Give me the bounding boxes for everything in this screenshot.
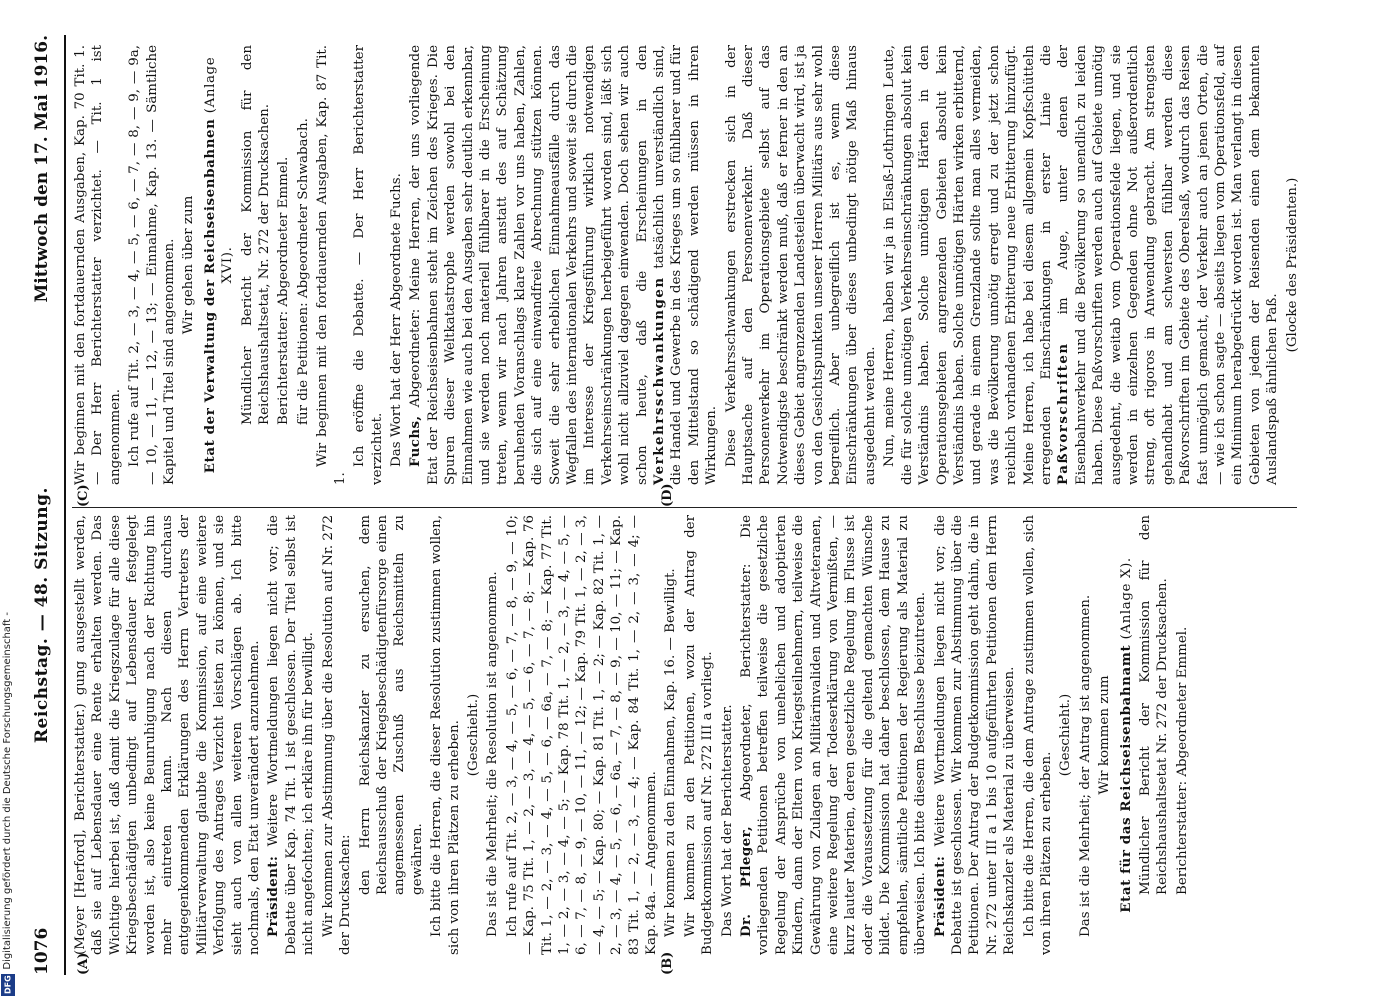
paragraph: (Meyer [Herford], Berichterstatter.) gung ausgestellt werden, daß sie auf Lebensdauer eine Rente erhalten werden. Das Wichtige hierbei ist, daß damit die Kriegszulage für alle diese Kriegsbeschädigten unbedingt auf Lebensdauer festgelegt worden ist, also keine Beunruhigung nach der Richtung hin mehr eintreten kann. Nach diesen durchaus entgegenkommenden Erklärungen des Herrn Vertreters der Militärverwaltung glaubte die Kommission, auf eine weitere Verfolgung des Antrages Verzicht leisten zu können, und sie sieht auch von allen weiteren Vorschlägen ab. Ich bitte nochmals, den Etat unverändert anzunehmen. xyxy=(73,515,263,955)
paragraph: Wir beginnen mit den fortdauernden Ausgaben, Kap. 70 Tit. 1. — Der Herr Berichterstatter verzichtet. — Tit. 1 ist angenommen. xyxy=(73,45,123,485)
speaker-name: Präsident: xyxy=(931,855,948,937)
paragraph-text: Weitere Wortmeldungen liegen nicht vor; die Debatte ist geschlossen. Wir kommen zur Abstimmung über die Petitionen. Der Antrag der Budgetkommission geht dahin, die in Nr. 272 unter III a 1 bis 10 aufgeführten Petitionen dem Herrn Reichskanzler als Material zu überweisen. xyxy=(932,515,1018,955)
paragraph: Wir kommen zum xyxy=(1097,675,1113,795)
paragraph: Wir kommen zur Abstimmung über die Resolution auf Nr. 272 der Drucksachen: xyxy=(320,515,354,955)
paragraph-text: Abgeordneter: Meine Herren, der uns vorliegende Etat der Reichseisenbahnen steht im Zeichen des Krieges. Die Spuren dieser Weltkatastrophe werden sowohl bei den Einnahmen wie auch bei den Ausgaben sehr deutlich erkennbar, und sie werden noch materiell fühlbarer in die Erscheinung treten, wenn wir nach Jahren anstatt des auf Schätzung beruhenden Voranschlags klare Zahlen vor uns haben, Zahlen, die sich auf eine einwandfreie Abrechnung stützen können. Soweit die sehr erheblichen Einnahmeausfälle durch das Wegfallen des internationalen Verkehrs und soweit sie durch die im Interesse der Kriegsführung wirklich notwendigen Verkehrseinschränkungen herbeigeführt worden sind, läßt sich wohl nicht allzuviel dagegen einwenden. Doch sehen wir auch schon heute, daß die Erscheinungen in den xyxy=(408,45,650,485)
speaker-name: Dr. Pfleger, xyxy=(738,825,755,937)
stage-direction: (Glocke des Präsidenten.) xyxy=(1284,177,1300,353)
right-column xyxy=(72,45,1303,485)
running-head xyxy=(32,35,60,975)
report-line: Berichterstatter: Abgeordneter Emmel. xyxy=(276,156,292,425)
margin-letter-d: (D) xyxy=(660,483,675,507)
paragraph: Wir gehen über zum xyxy=(181,195,197,335)
stage-direction: (Geschieht.) xyxy=(465,693,481,777)
header-rule xyxy=(64,35,66,975)
paragraph xyxy=(738,515,929,955)
paragraph xyxy=(881,45,1281,485)
section-heading-note: (Anlage XVI). xyxy=(202,56,236,284)
paragraph xyxy=(407,45,720,485)
margin-letter-a: (A) xyxy=(76,952,91,975)
report-line: Berichterstatter: Abgeordneter Emmel. xyxy=(1174,626,1190,895)
paragraph: Wir kommen zu den Petitionen, wozu der Antrag der Budgetkommission auf Nr. 272 III a vorliegt. xyxy=(682,515,716,955)
paragraph: Ich bitte die Herren, die dieser Resolution zustimmen wollen, sich von ihren Plätzen zu erheben. xyxy=(429,515,462,955)
paragraph xyxy=(932,515,1019,955)
column-divider xyxy=(72,507,1297,508)
paragraph: Ich rufe auf Tit. 2, — 3, — 4, — 5, — 6, — 7, — 8, — 9, — 10; — Kap. 75 Tit. 1, — 2, — 3, — 4, — 5, — 6, — 7, — 8; — Kap. 76 Tit. 1, — 2, — 3, — 4, — 5, — 6, — 6a, — 7, — 8; — Kap. 77 Tit. 1, — 2, — 3, — 4, — 5; — Kap. 78 Tit. 1, — 2, — 3, — 4, — 5, — 6, — 7, — 8, — 9, — 10, — 11, — 12; — Kap. 79 Tit. 1, — 2, — 3, — 4, — 5; — Kap. 80; — Kap. 81 Tit. 1, — 2; — Kap. 82 Tit. 1, — 2, — 3, — 4, — 5, — 6, — 6a, — 7, — 8, — 9, — 10, — 11; — Kap. 83 Tit. 1, — 2, — 3, — 4; — Kap. 84 Tit. 1, — 2, — 3, — 4; — Kap. 84a. — Angenommen. xyxy=(504,515,659,955)
speaker-name: Fuchs, xyxy=(407,415,424,467)
running-date: Mittwoch den 17. Mai 1916. xyxy=(32,35,52,303)
margin-letter-c: (C) xyxy=(76,484,91,507)
margin-letter-b: (B) xyxy=(660,951,675,975)
paragraph xyxy=(265,515,317,955)
running-title: Reichstag. — 48. Sitzung. xyxy=(32,487,52,744)
paragraph-text: Abgeordneter, Berichterstatter: Die vorliegenden Petitionen betreffen teilweise die gesetzliche Regelung der Ansprüche von unehelichen und adoptierten Kindern, dann der Eltern von Kriegsteilnehmern, teilweise die Gewährung von Zulagen an Militärinvaliden und Altveteranen, eine weitere Regelung der Todeserklärung von Vermißten, — kurz lauter Materien, deren gesetzliche Regelung im Flusse ist oder die Voraussetzung für die geltend gemachten Wünsche bildet. Die Kommission hat daher beschlossen, dem Hause zu empfehlen, sämtliche Petitionen der Regierung als Material zu überweisen. Ich bitte diesem Beschlusse beizutreten. xyxy=(739,515,929,955)
document-page xyxy=(20,35,1310,975)
emphasized-term: Verkehrsschwankungen xyxy=(651,276,667,485)
paragraph: Ich eröffne die Debatte. — Der Herr Berichterstatter verzichtet. xyxy=(352,45,385,485)
paragraph-text: Nun, meine Herren, haben wir ja in Elsaß-Lothringen Leute, die für solche unnötigen Verkehrseinschränkungen absolut kein Verständnis haben. Solche unnötigen Härten in den Operationsgebieten angrenzenden Gebieten absolut kein Verständnis haben. Solche unnötigen Härten wirken erbitternd, und gerade in einem Grenzlande sollte man alles vermeiden, was die Bevölkerung unnötig erregt und zu der jetzt schon reichlich vorhandenen Erbitterung neue Erbitterung hinzufügt. Meine Herren, ich habe bei diesem allgemein Kopfschütteln erregenden Einschränkungen in erster Linie die xyxy=(882,45,1054,485)
section-heading xyxy=(202,45,237,485)
paragraph-text: im Auge, unter denen der Eisenbahnverkehr und die Bevölkerung so unendlich zu leiden haben. Diese Paßvorschriften werden auch auf Gebiete unnötig ausgedehnt, die weitab vom Operationsfelde liegen, und sie werden in einzelnen Gegenden ohne Not außerordentlich streng, oft rigoros in Anwendung gebracht. Am strengsten gehandhabt und am schwersten fühlbar werden diese Paßvorschriften im Gebiete des Oberelsaß, wodurch das Reisen fast unmöglich gemacht, der Verkehr auch an jenen Orten, die — wie ich schon sagte — abseits liegen vom Operationsfeld, auf ein Minimum herabgedrückt worden ist. Man verlangt in diesen Gebieten von jedem der Reisenden einen dem bekannten Auslandspaß ähnlichen Paß. xyxy=(1056,45,1281,485)
digitization-credit-strip xyxy=(0,0,20,1000)
paragraph-text: tatsächlich unverständlich sind, die Handel und Gewerbe in des Krieges um so fühlbarer und für den Mittelstand so schädigend werden müssen in ihren Wirkungen. xyxy=(652,45,720,485)
section-heading xyxy=(1118,515,1135,955)
dfg-logo: DFG xyxy=(1,974,15,996)
report-line: für die Petitionen: Abgeordneter Schwabach. xyxy=(295,118,311,425)
speaker-name: Präsident: xyxy=(265,855,282,937)
left-column xyxy=(72,515,1193,955)
page-number: 1076 xyxy=(32,927,52,975)
paragraph: Das Wort hat der Herr Abgeordnete Fuchs. xyxy=(388,173,404,467)
paragraph: Wir beginnen mit den fortdauernden Ausgaben, Kap. 87 Tit. 1. xyxy=(315,45,348,485)
paragraph: Das Wort hat der Berichterstatter. xyxy=(719,704,735,937)
paragraph: Ich bitte die Herren, die dem Antrage zustimmen wollen, sich von ihren Plätzen zu erheben. xyxy=(1021,515,1054,955)
report-line: Mündlicher Bericht der Kommission für den Reichshaushaltsetat, Nr. 272 der Drucksachen. xyxy=(239,45,273,425)
report-line: Mündlicher Bericht der Kommission für den Reichshaushaltsetat Nr. 272 der Drucksachen. xyxy=(1137,515,1171,895)
section-heading-text: Etat der Verwaltung der Reichseisenbahnen xyxy=(201,118,218,474)
paragraph: Das ist die Mehrheit; die Resolution ist angenommen. xyxy=(485,571,501,937)
paragraph: Diese Verkehrsschwankungen erstrecken sich in der Hauptsache auf den Personenverkehr. Daß dieser Personenverkehr im Operationsgebiete selbst auf das Notwendigste beschränkt werden muß, daß er ferner in den an dieses Gebiet angrenzenden Landesteilen überwacht wird, ist ja von den Gesichtspunkten unserer Herren Militärs aus sehr wohl begreiflich. Aber unbegreiflich ist es, wenn diese Einschränkungen über dieses unbedingt nötige Maß hinaus ausgedehnt werden. xyxy=(723,45,878,485)
rotated-page-frame xyxy=(20,30,1310,1000)
resolution-text: den Herrn Reichskanzler zu ersuchen, dem Reichsausschuß der Kriegsbeschädigtenfürsorge einen angemessenen Zuschuß aus Reichsmitteln zu gewähren. xyxy=(357,515,425,895)
emphasized-term: Paßvorschriften xyxy=(1055,342,1072,485)
section-heading-text: Etat für das Reichseisenbahnamt xyxy=(1117,644,1134,913)
paragraph: Das ist die Mehrheit; der Antrag ist angenommen. xyxy=(1077,594,1093,937)
stage-direction: (Geschieht.) xyxy=(1058,693,1074,777)
paragraph: Wir kommen zu den Einnahmen, Kap. 16. — Bewilligt. xyxy=(663,568,679,937)
digitization-credit: Digitalisierung gefördert durch die Deutsche Forschungsgemeinschaft - xyxy=(2,612,13,970)
section-heading-note: (Anlage X). xyxy=(1118,557,1134,640)
paragraph-text: Weitere Wortmeldungen liegen nicht vor; die Debatte über Kap. 74 Tit. 1 ist geschlossen. Der Titel selbst ist nicht angefochten; ich erkläre ihn für bewilligt. xyxy=(266,515,317,955)
paragraph: Ich rufe auf Tit. 2, — 3, — 4, — 5, — 6, — 7, — 8, — 9, — 9a, — 10, — 11, — 12, — 13; — Einnahme, Kap. 13. — Sämtliche Kapitel und Titel sind angenommen. xyxy=(127,45,178,485)
